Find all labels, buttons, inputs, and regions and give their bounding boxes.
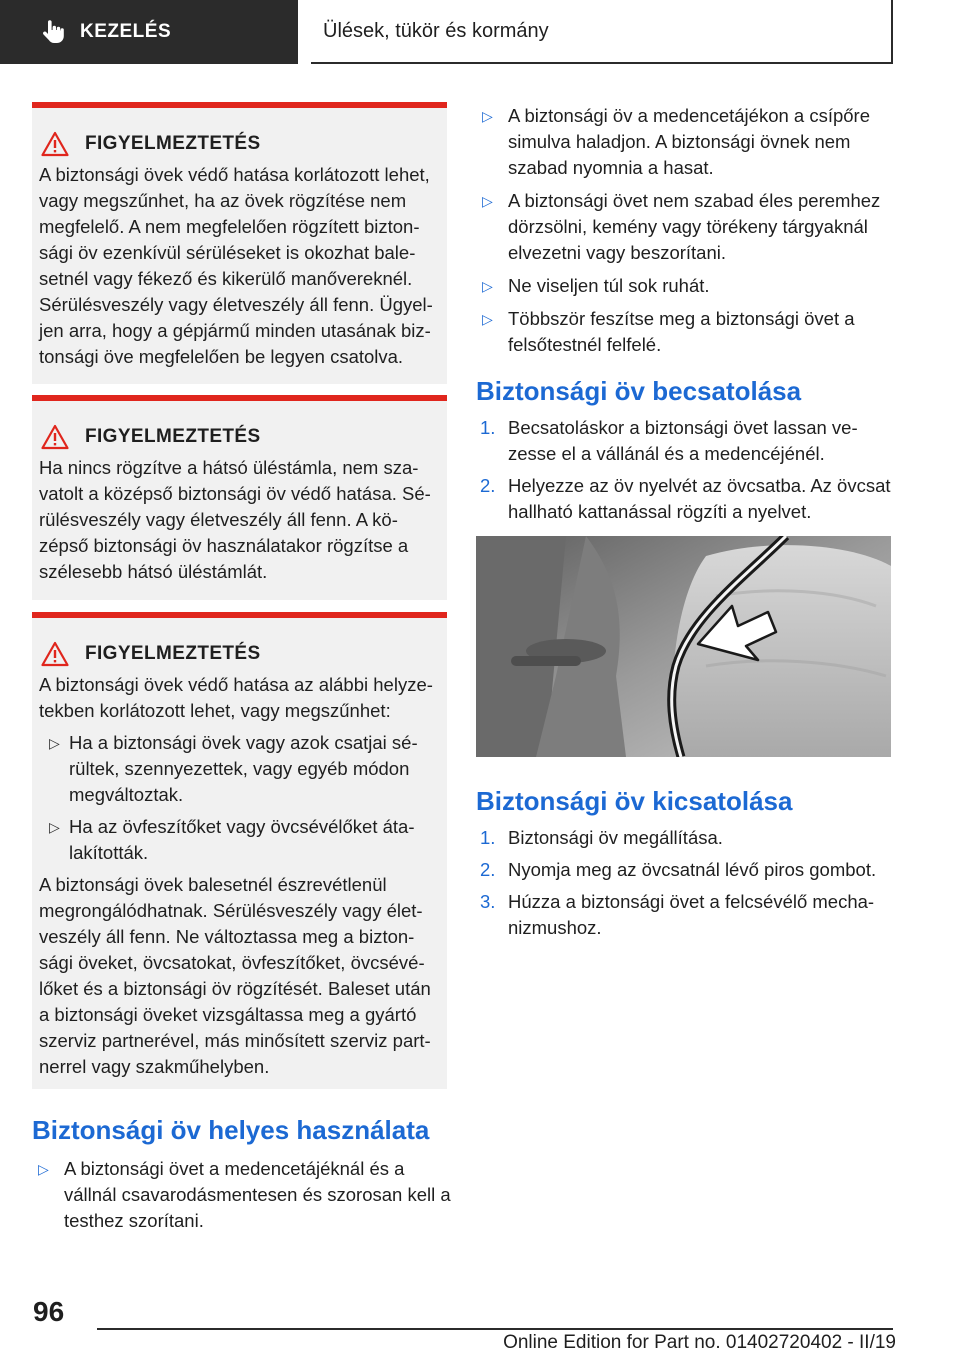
section-heading: Biztonsági öv helyes használata <box>32 1115 430 1145</box>
list-item-text: Ha a biztonsági övek vagy azok csatjai sérültek, szennyezettek, vagy egyéb módon megváltoztak. <box>69 732 418 805</box>
warning-intro: A biztonsági övek védő hatása az alábbi helyzetekben korlátozott lehet, vagy megszűnhet: <box>39 674 433 721</box>
warning-triangle-icon <box>41 131 69 157</box>
warning-box-3 <box>32 612 447 1089</box>
list-item-text: A biztonsági öv a medencetájékon a csípőre simulva haladjon. A biztonsági övnek nem szabad nyomnia a hasat. <box>508 105 871 178</box>
step-item <box>476 825 896 851</box>
footer-divider <box>97 1328 893 1330</box>
warning-title: FIGYELMEZTETÉS <box>85 133 261 154</box>
list-item <box>39 730 437 808</box>
step-number: 2. <box>480 475 496 496</box>
pointing-hand-icon <box>40 19 66 45</box>
step-text: Helyezze az öv nyelvét az övcsatba. Az övcsat hallható kattanással rögzíti a nyelvet. <box>508 475 891 522</box>
list-item-text: Többször feszítse meg a biztonsági övet a felsőtestnél felfelé. <box>508 308 855 355</box>
warning-text: A biztonsági övek védő hatása korlátozott lehet, vagy megszűnhet, ha az övek rögzítése nem megfelelő. A nem megfelelően rögzített biztonsági öv ezenkívül sérüléseket is okozhat balesetnél vagy fékező és kikerülő manővereknél. Sérülésveszély vagy életveszély áll fenn. Ügyeljen arra, hogy a gépjármű minden utasának biztonsági öve megfelelően be legyen csatolva. <box>39 164 433 367</box>
warning-triangle-icon <box>41 424 69 450</box>
warning-title: FIGYELMEZTETÉS <box>85 426 261 447</box>
step-text: Biztonsági öv megállítása. <box>508 827 723 848</box>
header-title-box <box>311 0 893 64</box>
step-item <box>476 415 896 467</box>
list-item <box>476 273 896 299</box>
step-item <box>476 889 896 941</box>
section-heading: Biztonsági öv becsatolása <box>476 376 802 406</box>
section-helyes <box>32 1114 452 1241</box>
footer-edition: Online Edition for Part no. 01402720402 - II/19 <box>503 1332 896 1353</box>
list-item <box>39 814 437 866</box>
list-item <box>476 306 896 358</box>
section-becsatolas <box>476 375 896 531</box>
list-item-text: A biztonsági övet a medencetájéknál és a vállnál csavarodásmentesen és szorosan kell a testhez szorítani. <box>64 1158 451 1231</box>
seatbelt-photo <box>476 536 891 757</box>
step-text: Nyomja meg az övcsatnál lévő piros gombot. <box>508 859 877 880</box>
step-item <box>476 857 896 883</box>
warning-box-2 <box>32 395 447 600</box>
list-item <box>476 188 896 266</box>
bullet-marker: ▷ <box>482 278 493 294</box>
bullet-marker: ▷ <box>482 311 493 327</box>
step-text: Becsatoláskor a biztonsági övet lassan vezesse el a vállánál és a medencéjénél. <box>508 417 858 464</box>
warning-outro: A biztonsági övek balesetnél észrevétlenül megrongálódhatnak. Sérülésveszély vagy életveszély áll fenn. Ne változtassa meg a biztonsági öveket, övcsatokat, övfeszítőket, övcsévélőket és a biztonsági öv rögzítését. Baleset után a biztonsági öveket vizsgáltassa meg a gyártó szerviz partnerével, más minősített szerviz partnerrel vagy szakműhelyben. <box>39 874 431 1077</box>
list-item <box>476 103 896 181</box>
bullet-marker: ▷ <box>482 193 493 209</box>
bullet-marker: ▷ <box>482 108 493 124</box>
list-item-text: A biztonsági övet nem szabad éles peremhez dörzsölni, kemény vagy törékeny tárgyaknál elvezetni vagy beszorítani. <box>508 190 881 263</box>
warning-title: FIGYELMEZTETÉS <box>85 643 261 664</box>
section-label: KEZELÉS <box>80 21 172 42</box>
section-kicsatolas <box>476 785 896 947</box>
page-title: Ülések, tükör és kormány <box>323 19 549 42</box>
step-number: 3. <box>480 891 496 912</box>
helyes-continued-list <box>476 103 896 365</box>
bullet-marker: ▷ <box>38 1161 49 1177</box>
warning-text: Ha nincs rögzítve a hátsó üléstámla, nem szavatolt a középső biztonsági öv védő hatása. Sérülésveszély vagy életveszély áll fenn. A középső biztonsági öv használatakor rögzítse a szélesebb hátsó üléstámlát. <box>39 457 431 582</box>
bullet-marker: ▷ <box>49 819 60 835</box>
bullet-marker: ▷ <box>49 735 60 751</box>
page-number: 96 <box>33 1296 65 1327</box>
step-number: 2. <box>480 859 496 880</box>
warning-box-1 <box>32 102 447 384</box>
list-item-text: Ne viseljen túl sok ruhát. <box>508 275 710 296</box>
step-number: 1. <box>480 417 496 438</box>
warning-triangle-icon <box>41 641 69 667</box>
step-text: Húzza a biztonsági övet a felcsévélő mechanizmushoz. <box>508 891 875 938</box>
step-number: 1. <box>480 827 496 848</box>
section-heading: Biztonsági öv kicsatolása <box>476 786 793 816</box>
step-item <box>476 473 896 525</box>
list-item <box>32 1156 452 1234</box>
list-item-text: Ha az övfeszítőket vagy övcsévélőket átalakították. <box>69 816 415 863</box>
header-section-tab <box>0 0 298 64</box>
